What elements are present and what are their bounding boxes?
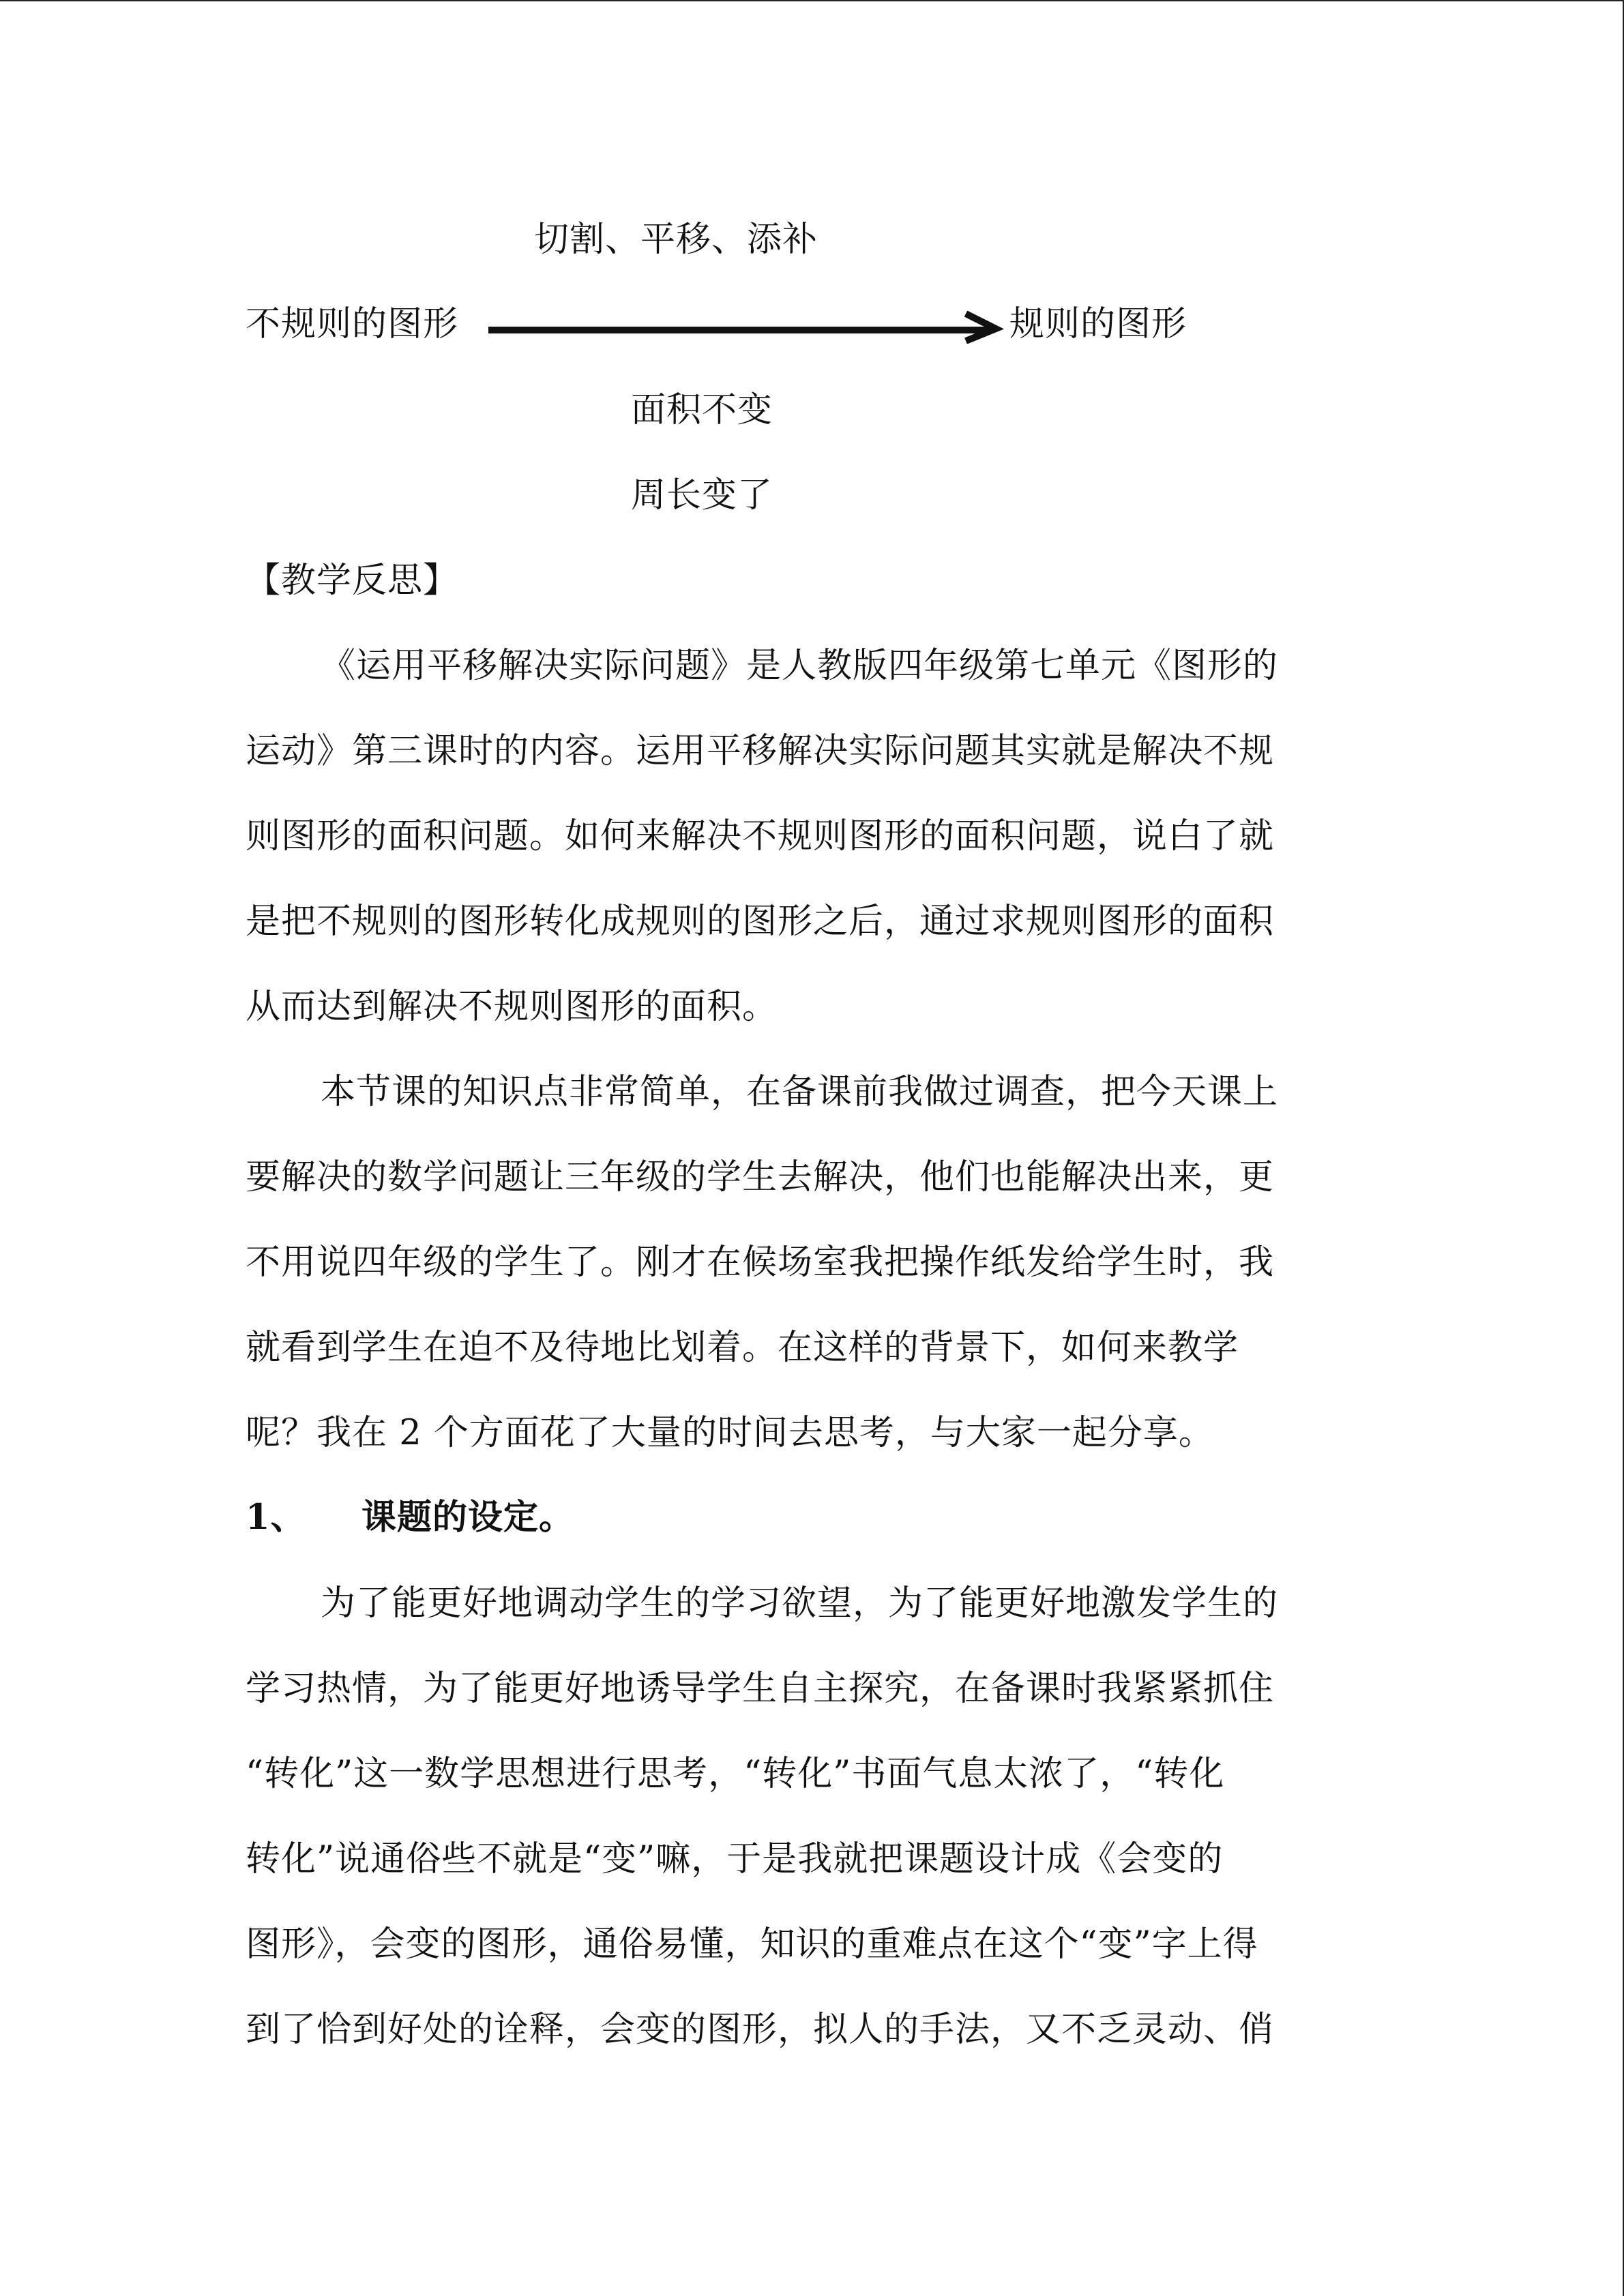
paragraph-line: 运动》第三课时的内容。运用平移解决实际问题其实就是解决不规 [246, 731, 1275, 771]
diagram-irregular-shape-label: 不规则的图形 [246, 304, 459, 344]
paragraph-line: “转化”这一数学思想进行思考，“转化”书面气息太浓了，“转化 [246, 1754, 1225, 1794]
paragraph-line: 从而达到解决不规则图形的面积。 [246, 987, 778, 1027]
diagram-perimeter-changed-label: 周长变了 [631, 475, 773, 516]
section-heading-teaching-reflection: 【教学反思】 [246, 561, 459, 601]
paragraph-line: 不用说四年级的学生了。刚才在候场室我把操作纸发给学生时，我 [246, 1242, 1275, 1283]
paragraph-line: 转化”说通俗些不就是“变”嘛，于是我就把课题设计成《会变的 [246, 1839, 1224, 1879]
transform-arrow-icon [488, 310, 1009, 344]
paragraph-line: 则图形的面积问题。如何来解决不规则图形的面积问题，说白了就 [246, 816, 1275, 856]
diagram-area-unchanged-label: 面积不变 [631, 390, 773, 430]
paragraph-line: 为了能更好地调动学生的学习欲望，为了能更好地激发学生的 [321, 1583, 1279, 1624]
diagram-transform-methods-label: 切割、平移、添补 [534, 220, 818, 260]
paragraph-line: 到了恰到好处的诠释，会变的图形，拟人的手法，又不乏灵动、俏 [246, 2010, 1275, 2050]
paragraph-line: 图形》，会变的图形，通俗易懂，知识的重难点在这个“变”字上得 [246, 1924, 1258, 1965]
paragraph-line: 要解决的数学问题让三年级的学生去解决，他们也能解决出来，更 [246, 1157, 1275, 1197]
paragraph-line: 学习热情，为了能更好地诱导学生自主探究，在备课时我紧紧抓住 [246, 1669, 1275, 1709]
paragraph-line: 就看到学生在迫不及待地比划着。在这样的背景下，如何来教学 [246, 1328, 1239, 1368]
paragraph-line: 呢？我在 2 个方面花了大量的时间去思考，与大家一起分享。 [246, 1413, 1214, 1453]
section-number: 1、 [246, 1497, 306, 1538]
diagram-regular-shape-label: 规则的图形 [1009, 304, 1187, 344]
section-title: 课题的设定。 [361, 1497, 575, 1538]
paragraph-line: 本节课的知识点非常简单，在备课前我做过调查，把今天课上 [321, 1072, 1279, 1112]
paragraph-line: 是把不规则的图形转化成规则的图形之后，通过求规则图形的面积 [246, 901, 1275, 942]
paragraph-line: 《运用平移解决实际问题》是人教版四年级第七单元《图形的 [321, 646, 1279, 686]
